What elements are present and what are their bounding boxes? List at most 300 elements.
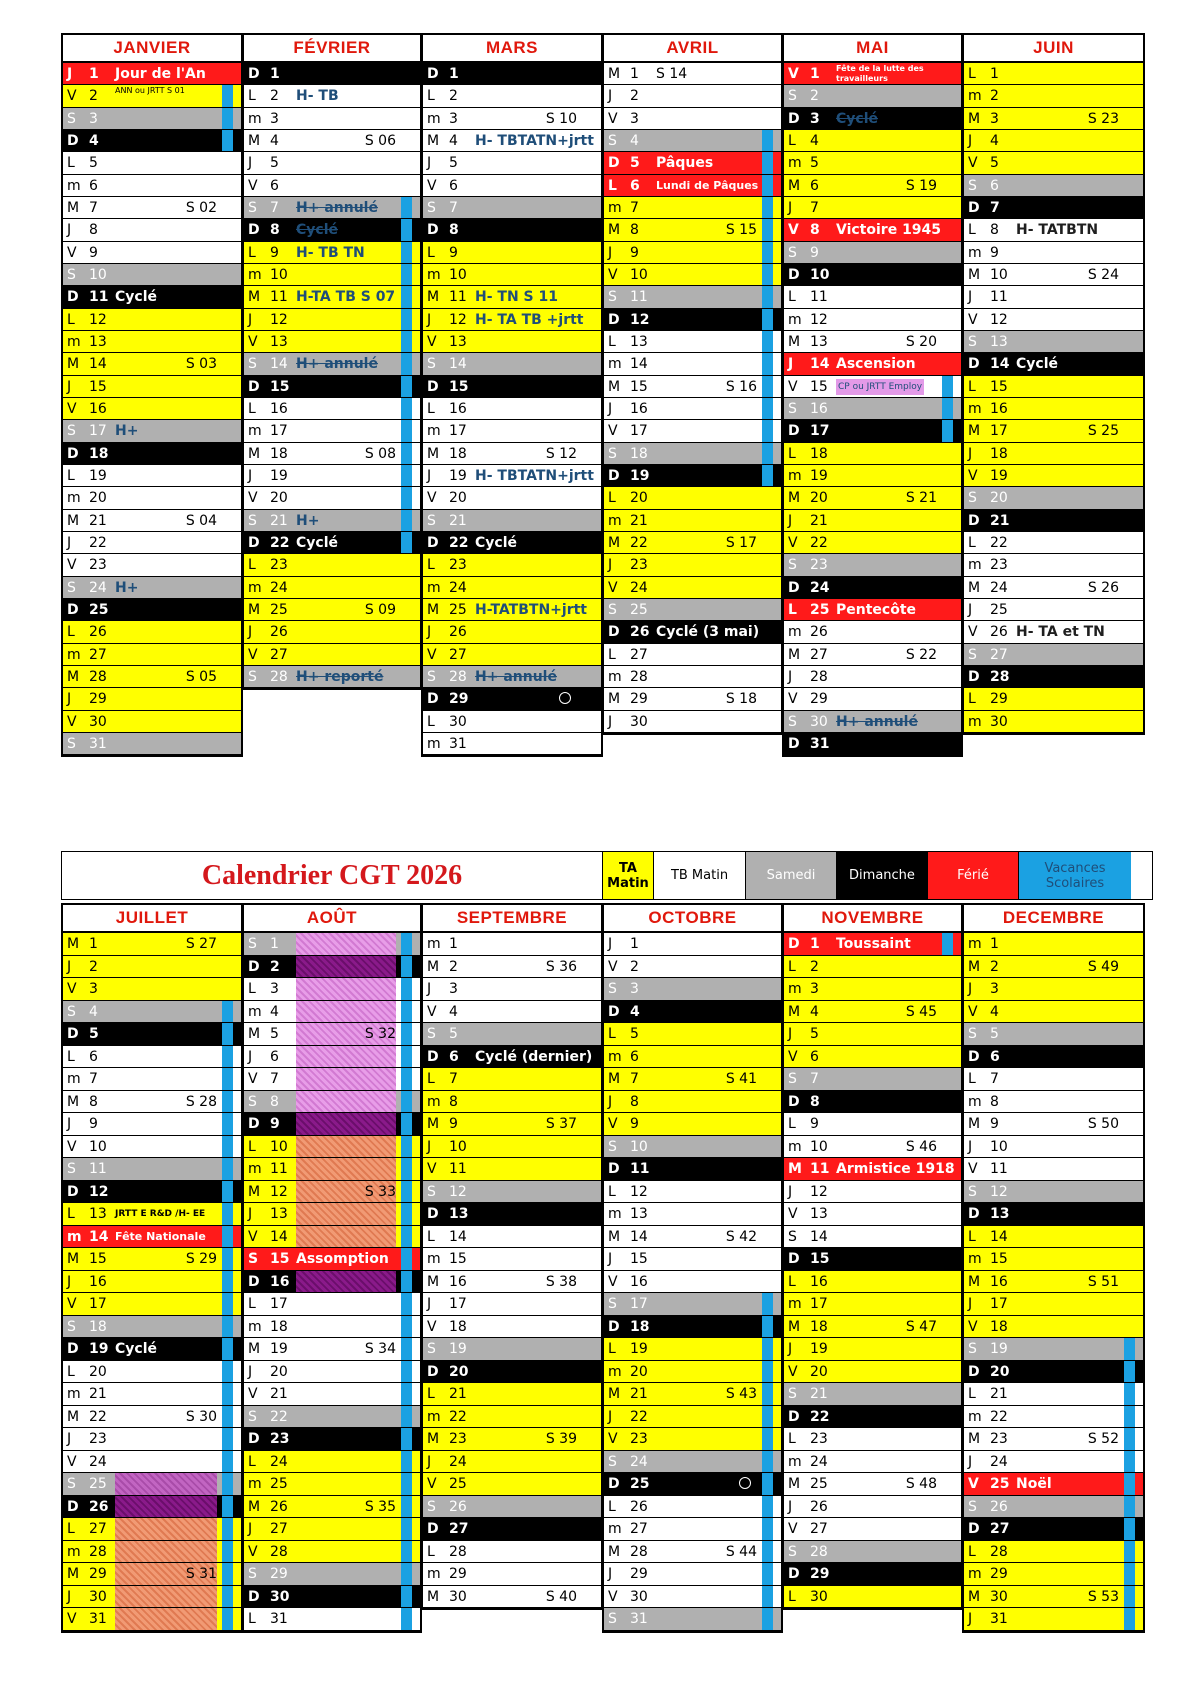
day-number: 30 <box>630 713 648 730</box>
school-holiday-marker <box>401 1113 412 1135</box>
day-number: 20 <box>810 490 828 507</box>
day-number: 29 <box>990 691 1008 708</box>
day-row <box>244 108 420 130</box>
day-number: 31 <box>89 735 107 752</box>
day-number: 31 <box>990 1611 1008 1627</box>
day-row <box>964 644 1143 666</box>
weekday-letter: M <box>248 445 261 462</box>
day-number: 23 <box>630 557 648 574</box>
day-row <box>784 309 961 331</box>
day-row <box>423 242 601 264</box>
weekday-letter: m <box>608 199 622 216</box>
weekday-letter: V <box>788 378 798 395</box>
day-row <box>784 1406 961 1429</box>
school-holiday-marker <box>401 286 412 307</box>
day-number: 12 <box>990 1183 1008 1200</box>
school-holiday-marker <box>401 242 412 263</box>
weekday-letter: J <box>788 356 794 373</box>
day-number: 14 <box>630 356 648 373</box>
weekday-letter: M <box>608 1228 621 1245</box>
day-number: 28 <box>89 668 107 685</box>
day-row <box>63 487 241 509</box>
day-row <box>784 108 961 130</box>
weekday-letter: M <box>788 646 801 663</box>
day-note: H- TN S 11 <box>475 289 558 306</box>
day-number: 22 <box>990 534 1008 551</box>
weekday-letter: D <box>788 1408 800 1425</box>
day-number: 29 <box>449 1566 467 1582</box>
weekday-letter: M <box>427 1116 440 1132</box>
day-number: 13 <box>630 333 648 350</box>
weekday-letter: V <box>427 1476 437 1492</box>
weekday-letter: m <box>788 311 802 328</box>
day-number: 18 <box>270 445 288 462</box>
weekday-letter: L <box>968 66 976 82</box>
day-row <box>63 666 241 688</box>
day-row <box>964 1091 1143 1114</box>
day-number: 11 <box>990 1161 1008 1177</box>
weekday-letter: S <box>608 445 617 462</box>
school-holiday-marker <box>222 1451 233 1473</box>
day-row <box>964 108 1143 130</box>
day-row <box>63 1361 241 1384</box>
day-row <box>784 733 961 755</box>
day-number: 2 <box>449 958 458 975</box>
weekday-letter: D <box>67 1498 79 1515</box>
day-row <box>604 197 781 219</box>
day-row <box>423 1091 601 1114</box>
day-row <box>423 599 601 621</box>
weekday-letter: M <box>427 1588 440 1605</box>
weekday-letter: m <box>788 1296 802 1312</box>
day-row <box>63 711 241 733</box>
day-row <box>423 1428 601 1451</box>
weekday-letter: D <box>248 534 260 551</box>
day-row <box>604 1293 781 1316</box>
school-holiday-marker <box>762 1608 773 1630</box>
day-row <box>604 108 781 130</box>
day-number: 21 <box>270 512 288 529</box>
day-note: ANN ou JRTT S 01 <box>115 86 185 96</box>
day-row <box>964 1586 1143 1609</box>
week-number: S 10 <box>545 110 577 127</box>
month-header: JUILLET <box>63 905 241 933</box>
weekday-letter: J <box>248 1206 253 1222</box>
day-row <box>964 1338 1143 1361</box>
weekday-letter: J <box>608 1566 613 1582</box>
day-row <box>964 1271 1143 1294</box>
weekday-letter: D <box>788 735 800 752</box>
day-number: 12 <box>990 311 1008 328</box>
school-holiday-marker <box>762 353 773 374</box>
day-number: 20 <box>990 1363 1010 1380</box>
day-row <box>63 933 241 956</box>
day-number: 17 <box>89 1296 107 1312</box>
weekday-letter: m <box>67 333 81 350</box>
day-number: 5 <box>810 1026 819 1042</box>
day-number: 4 <box>449 1003 458 1020</box>
weekday-letter: L <box>968 1386 976 1402</box>
weekday-letter: L <box>427 400 435 417</box>
day-row <box>244 1113 420 1136</box>
day-row <box>784 1068 961 1091</box>
day-row <box>423 1451 601 1474</box>
weekday-letter: L <box>968 378 976 395</box>
month-1-1 <box>242 903 422 1633</box>
day-row <box>244 130 420 152</box>
weekday-letter: L <box>968 222 976 239</box>
day-row <box>604 1023 781 1046</box>
day-row <box>423 1338 601 1361</box>
day-row <box>63 1383 241 1406</box>
weekday-letter: V <box>248 646 258 663</box>
day-number: 13 <box>449 333 467 350</box>
day-row <box>244 85 420 107</box>
week-number: S 20 <box>905 333 937 350</box>
day-number: 30 <box>270 1588 290 1605</box>
day-number: 5 <box>449 155 458 172</box>
day-number: 9 <box>630 1116 639 1132</box>
week-number: S 30 <box>185 1408 217 1425</box>
day-row <box>63 465 241 487</box>
weekday-letter: m <box>608 668 622 685</box>
day-number: 4 <box>810 132 819 149</box>
day-note: H- TB <box>296 88 339 105</box>
school-holiday-marker <box>401 487 412 508</box>
day-row <box>604 978 781 1001</box>
day-row <box>604 130 781 152</box>
day-number: 9 <box>270 1116 280 1132</box>
weekday-letter: V <box>608 110 618 127</box>
day-row <box>604 353 781 375</box>
week-number: S 31 <box>185 1566 217 1582</box>
weekday-letter: D <box>67 132 79 149</box>
day-row <box>63 63 241 85</box>
day-row <box>784 577 961 599</box>
day-number: 3 <box>630 981 639 997</box>
weekday-letter: S <box>788 713 797 730</box>
day-row <box>964 666 1143 688</box>
day-row <box>604 331 781 353</box>
day-row <box>423 554 601 576</box>
weekday-letter: M <box>248 1341 261 1357</box>
day-number: 15 <box>810 1251 830 1267</box>
day-number: 27 <box>89 646 107 663</box>
school-holiday-marker <box>401 1406 412 1428</box>
day-number: 15 <box>270 1251 290 1267</box>
weekday-letter: J <box>427 467 432 484</box>
weekday-letter: S <box>788 244 797 261</box>
weekday-letter: S <box>608 981 617 997</box>
hatched-period <box>296 1158 396 1180</box>
week-number: S 23 <box>1087 110 1119 127</box>
day-number: 17 <box>990 423 1008 440</box>
day-number: 25 <box>990 1476 1010 1492</box>
school-holiday-marker <box>222 1518 233 1540</box>
day-row <box>784 1496 961 1519</box>
day-number: 22 <box>630 1408 648 1425</box>
day-row <box>604 1136 781 1159</box>
weekday-letter: m <box>427 579 441 596</box>
day-number: 16 <box>990 1273 1008 1290</box>
day-number: 19 <box>449 1341 467 1357</box>
weekday-letter: m <box>427 1408 441 1425</box>
day-number: 23 <box>270 1431 290 1447</box>
day-number: 10 <box>630 1138 648 1155</box>
day-row <box>604 1091 781 1114</box>
day-row <box>423 1361 601 1384</box>
month-0-1 <box>61 903 243 1633</box>
weekday-letter: M <box>67 1566 80 1582</box>
weekday-letter: J <box>968 981 973 997</box>
weekday-letter: M <box>788 177 801 194</box>
week-number: S 12 <box>545 445 577 462</box>
school-holiday-marker <box>401 1608 412 1630</box>
weekday-letter: m <box>67 1386 81 1402</box>
day-row <box>423 487 601 509</box>
school-holiday-marker <box>1124 1608 1135 1630</box>
weekday-letter: S <box>427 356 436 373</box>
day-number: 16 <box>270 400 288 417</box>
week-number: S 02 <box>185 199 217 216</box>
day-row <box>63 1316 241 1339</box>
day-number: 27 <box>449 646 467 663</box>
day-row <box>604 175 781 197</box>
day-note: H+ reporté <box>296 668 384 685</box>
day-row <box>964 1203 1143 1226</box>
weekday-letter: D <box>968 668 980 685</box>
weekday-letter: V <box>67 400 77 417</box>
month-2-1 <box>421 903 603 1610</box>
day-number: 18 <box>810 1318 828 1335</box>
day-number: 5 <box>990 155 999 172</box>
weekday-letter: V <box>788 1048 798 1065</box>
school-holiday-marker <box>401 956 412 978</box>
day-number: 11 <box>810 1161 830 1177</box>
day-row <box>423 1203 601 1226</box>
day-row <box>964 1316 1143 1339</box>
weekday-letter: M <box>427 1431 440 1447</box>
school-holiday-marker <box>222 1338 233 1360</box>
day-number: 29 <box>270 1566 288 1582</box>
weekday-letter: V <box>968 467 978 484</box>
day-row <box>423 666 601 688</box>
weekday-letter: m <box>788 467 802 484</box>
school-holiday-marker <box>942 933 953 955</box>
weekday-letter: S <box>67 735 76 752</box>
weekday-letter: V <box>608 1116 618 1132</box>
day-row <box>964 1361 1143 1384</box>
school-holiday-marker <box>1124 1541 1135 1563</box>
weekday-letter: L <box>608 646 616 663</box>
school-holiday-marker <box>762 1518 773 1540</box>
school-holiday-marker <box>222 1608 233 1630</box>
weekday-letter: L <box>427 1071 435 1087</box>
week-number: S 36 <box>545 958 577 975</box>
school-holiday-marker <box>762 1586 773 1608</box>
school-holiday-marker <box>1124 1451 1135 1473</box>
day-number: 7 <box>449 1071 458 1087</box>
school-holiday-marker <box>762 219 773 240</box>
day-number: 19 <box>990 1341 1008 1357</box>
day-row <box>784 644 961 666</box>
day-row <box>784 1158 961 1181</box>
day-number: 23 <box>810 557 828 574</box>
day-row <box>244 666 420 688</box>
day-row <box>964 1226 1143 1249</box>
day-row <box>784 242 961 264</box>
day-row <box>63 1023 241 1046</box>
day-number: 22 <box>89 534 107 551</box>
weekday-letter: M <box>968 1273 981 1290</box>
weekday-letter: J <box>608 400 613 417</box>
day-row <box>784 1181 961 1204</box>
day-row <box>63 264 241 286</box>
day-number: 3 <box>270 110 279 127</box>
week-number: S 18 <box>725 691 757 708</box>
day-number: 24 <box>270 579 288 596</box>
day-number: 13 <box>810 333 828 350</box>
weekday-letter: m <box>788 981 802 997</box>
day-number: 18 <box>449 1318 467 1335</box>
weekday-letter: D <box>248 378 260 395</box>
day-row <box>604 309 781 331</box>
day-number: 3 <box>810 981 819 997</box>
day-row <box>964 1518 1143 1541</box>
day-number: 21 <box>449 1386 467 1402</box>
day-row <box>604 1271 781 1294</box>
school-holiday-marker <box>762 1383 773 1405</box>
day-row <box>63 286 241 308</box>
weekday-letter: L <box>788 289 796 306</box>
school-holiday-marker <box>762 1496 773 1518</box>
day-number: 20 <box>270 1363 288 1380</box>
weekday-letter: V <box>248 333 258 350</box>
day-number: 9 <box>990 1116 999 1132</box>
day-row <box>423 108 601 130</box>
weekday-letter: J <box>608 1093 613 1110</box>
day-number: 22 <box>810 1408 830 1425</box>
hatched-period <box>296 1113 396 1135</box>
day-number: 13 <box>990 1206 1010 1222</box>
day-note: H- TBTATN+jrtt <box>475 132 594 149</box>
weekday-letter: M <box>248 1498 261 1515</box>
school-holiday-marker <box>401 1046 412 1068</box>
day-number: 26 <box>449 624 467 641</box>
weekday-letter: D <box>67 289 79 306</box>
day-row <box>784 510 961 532</box>
weekday-letter: L <box>67 1206 75 1222</box>
day-note: H+ <box>115 423 139 440</box>
weekday-letter: L <box>968 1543 976 1560</box>
day-note: Cyclé <box>836 110 878 127</box>
week-number: S 38 <box>545 1273 577 1290</box>
school-holiday-marker <box>401 1158 412 1180</box>
day-row <box>604 219 781 241</box>
weekday-letter: M <box>248 601 261 618</box>
day-note: H+ annulé <box>475 668 557 685</box>
day-number: 11 <box>990 289 1008 306</box>
weekday-letter: L <box>788 601 797 618</box>
day-row <box>604 599 781 621</box>
day-number: 24 <box>449 1453 467 1470</box>
day-note: H- TA TB +jrtt <box>475 311 584 328</box>
weekday-letter: M <box>788 333 801 350</box>
week-number: S 37 <box>545 1116 577 1132</box>
day-number: 9 <box>810 1116 819 1132</box>
school-holiday-marker <box>222 1001 233 1023</box>
weekday-letter: V <box>248 490 258 507</box>
weekday-letter: J <box>67 1431 72 1447</box>
weekday-letter: L <box>248 1453 256 1470</box>
school-holiday-marker <box>1124 1563 1135 1585</box>
school-holiday-marker <box>222 1158 233 1180</box>
weekday-letter: M <box>968 423 981 440</box>
day-row <box>423 398 601 420</box>
weekday-letter: D <box>968 1363 980 1380</box>
day-number: 25 <box>990 601 1008 618</box>
school-holiday-marker <box>401 398 412 419</box>
day-row <box>63 1248 241 1271</box>
day-row <box>604 1496 781 1519</box>
day-row <box>244 152 420 174</box>
day-number: 4 <box>89 132 99 149</box>
day-row <box>964 1046 1143 1069</box>
weekday-letter: M <box>248 132 261 149</box>
day-number: 27 <box>630 1521 648 1537</box>
weekday-letter: J <box>788 1498 793 1515</box>
weekday-letter: D <box>427 1521 439 1537</box>
day-row <box>423 733 601 755</box>
day-row <box>423 644 601 666</box>
day-number: 6 <box>630 177 640 194</box>
day-number: 23 <box>89 1431 107 1447</box>
school-holiday-marker <box>762 197 773 218</box>
day-row <box>604 443 781 465</box>
day-row <box>423 1001 601 1024</box>
school-holiday-marker <box>222 1023 233 1045</box>
weekday-letter: M <box>67 512 80 529</box>
week-number: S 04 <box>185 512 217 529</box>
day-number: 16 <box>810 1273 828 1290</box>
day-row <box>63 956 241 979</box>
day-number: 28 <box>270 1543 288 1560</box>
day-row <box>604 644 781 666</box>
weekday-letter: L <box>968 1071 976 1087</box>
weekday-letter: M <box>427 958 440 975</box>
day-number: 11 <box>449 289 467 306</box>
weekday-letter: J <box>608 1251 613 1267</box>
day-row <box>423 532 601 554</box>
day-number: 25 <box>630 601 648 618</box>
weekday-letter: m <box>427 1251 441 1267</box>
day-row <box>423 1473 601 1496</box>
day-row <box>784 63 961 85</box>
day-row <box>784 443 961 465</box>
day-row <box>604 465 781 487</box>
weekday-letter: m <box>427 936 441 952</box>
day-row <box>63 1271 241 1294</box>
day-number: 29 <box>810 691 828 708</box>
weekday-letter: J <box>968 1611 973 1627</box>
weekday-letter: V <box>67 713 77 730</box>
weekday-letter: J <box>788 1183 793 1200</box>
weekday-letter: L <box>248 1296 256 1312</box>
weekday-letter: m <box>608 1363 622 1380</box>
day-note: H+ <box>296 512 320 529</box>
day-row <box>604 1158 781 1181</box>
day-row <box>964 688 1143 710</box>
